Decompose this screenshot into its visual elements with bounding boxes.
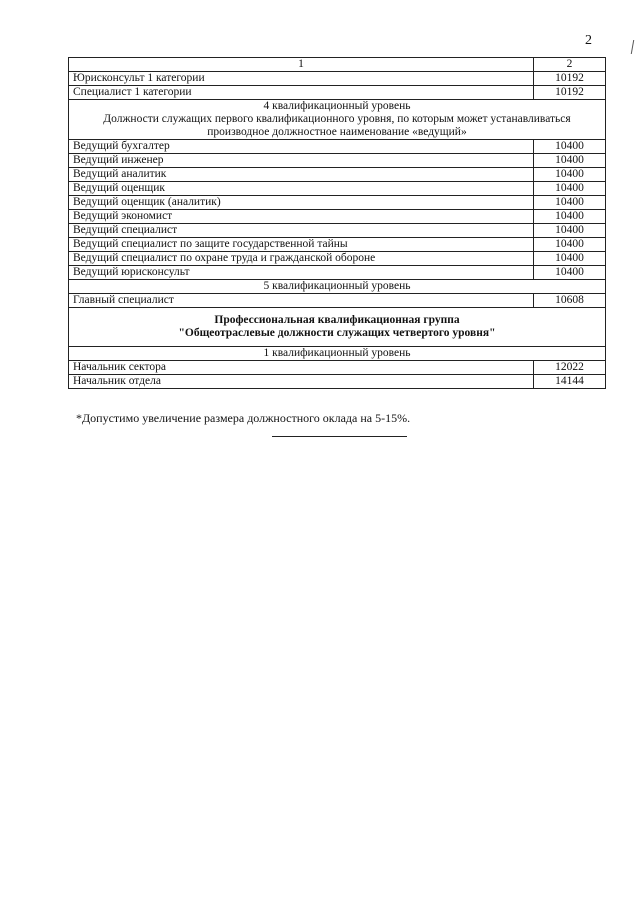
salary-value: 10400 xyxy=(534,210,606,224)
salary-value: 10400 xyxy=(534,224,606,238)
column-header-1: 1 xyxy=(69,58,534,72)
position-name: Ведущий инженер xyxy=(69,154,534,168)
header-row xyxy=(69,58,606,72)
position-name: Ведущий бухгалтер xyxy=(69,140,534,154)
section-row-level1 xyxy=(69,347,606,361)
position-name: Ведущий экономист xyxy=(69,210,534,224)
group-heading xyxy=(69,308,606,347)
table-row xyxy=(69,86,606,100)
level4-title: 4 квалификационный уровень xyxy=(263,100,411,112)
salary-value: 10192 xyxy=(534,86,606,100)
salary-value: 12022 xyxy=(534,361,606,375)
salary-value: 10400 xyxy=(534,168,606,182)
salary-table xyxy=(68,57,606,389)
position-name: Ведущий специалист по защите государственной тайны xyxy=(69,238,534,252)
position-name: Юрисконсульт 1 категории xyxy=(69,72,534,86)
position-name: Ведущий аналитик xyxy=(69,168,534,182)
position-name: Ведущий юрисконсульт xyxy=(69,266,534,280)
salary-value: 10400 xyxy=(534,182,606,196)
group-heading-line2: "Общеотраслевые должности служащих четвертого уровня" xyxy=(178,327,496,339)
table-row xyxy=(69,361,606,375)
table-row xyxy=(69,252,606,266)
table-row xyxy=(69,224,606,238)
footnote: *Допустимо увеличение размера должностного оклада на 5-15%. xyxy=(76,411,411,425)
position-name: Ведущий оценщик (аналитик) xyxy=(69,196,534,210)
salary-value: 10400 xyxy=(534,266,606,280)
table-row xyxy=(69,375,606,389)
section-row-level5 xyxy=(69,280,606,294)
section-heading-level5: 5 квалификационный уровень xyxy=(69,280,606,294)
salary-value: 10400 xyxy=(534,238,606,252)
table-row xyxy=(69,72,606,86)
group-heading-line1: Профессиональная квалификационная группа xyxy=(214,314,460,326)
group-heading-row xyxy=(69,308,606,347)
salary-value: 10400 xyxy=(534,252,606,266)
level4-note-line2: производное должностное наименование «ведущий» xyxy=(207,126,467,138)
position-name: Специалист 1 категории xyxy=(69,86,534,100)
position-name: Начальник сектора xyxy=(69,361,534,375)
salary-value: 10400 xyxy=(534,140,606,154)
margin-mark xyxy=(631,40,638,54)
section-heading-level4 xyxy=(69,100,606,140)
table-row xyxy=(69,140,606,154)
table-row xyxy=(69,294,606,308)
column-header-2: 2 xyxy=(534,58,606,72)
position-name: Ведущий специалист xyxy=(69,224,534,238)
section-row-level4 xyxy=(69,100,606,140)
position-name: Начальник отдела xyxy=(69,375,534,389)
section-heading-level1: 1 квалификационный уровень xyxy=(69,347,606,361)
salary-value: 10400 xyxy=(534,154,606,168)
table-row xyxy=(69,154,606,168)
table-row xyxy=(69,238,606,252)
table-row xyxy=(69,168,606,182)
position-name: Ведущий оценщик xyxy=(69,182,534,196)
salary-value: 10192 xyxy=(534,72,606,86)
table-row xyxy=(69,196,606,210)
salary-value: 14144 xyxy=(534,375,606,389)
position-name: Ведущий специалист по охране труда и гражданской обороне xyxy=(69,252,534,266)
page-number: 2 xyxy=(585,33,592,48)
table-row xyxy=(69,182,606,196)
table-row xyxy=(69,210,606,224)
salary-value: 10400 xyxy=(534,196,606,210)
salary-value: 10608 xyxy=(534,294,606,308)
position-name: Главный специалист xyxy=(69,294,534,308)
divider-line xyxy=(272,436,407,437)
level4-note-line1: Должности служащих первого квалификационного уровня, по которым может устанавливаться xyxy=(103,113,571,125)
table-row xyxy=(69,266,606,280)
